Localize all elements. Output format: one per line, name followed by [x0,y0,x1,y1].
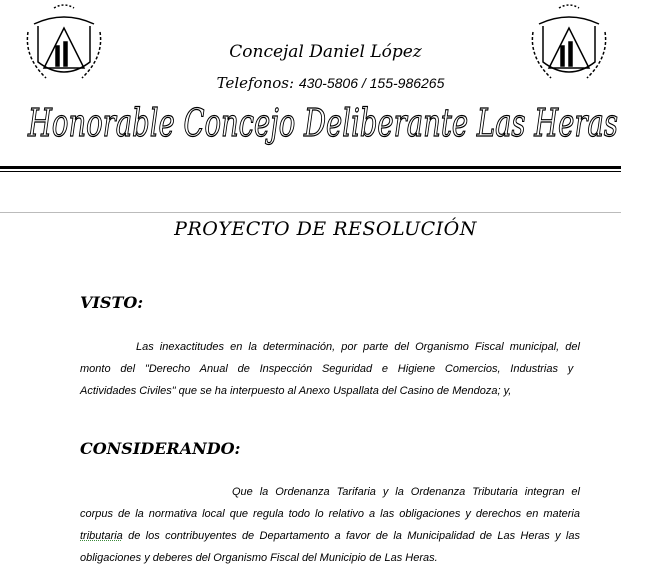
institution-name: Honorable Concejo Deliberante Las Heras [28,101,618,145]
document-title: PROYECTO DE RESOLUCIÓN [174,218,477,240]
visto-line-2: monto del "Derecho Anual de Inspección Seguridad e Higiene Comercios, Industrias y [80,363,574,375]
header-divider [0,166,621,169]
concejal-name: Concejal Daniel López [229,42,422,62]
page-divider [0,212,621,213]
considerando-line-4: obligaciones y deberes del Organismo Fiscal del Municipio de Las Heras. [80,552,438,564]
visto-heading: VISTO: [80,293,144,312]
phone-line [0,74,651,92]
considerando-heading: CONSIDERANDO: [80,439,241,458]
phone-numbers: 430-5806 / 155-986265 [298,75,445,91]
visto-line-3: Actividades Civiles" que se ha interpuesto al Anexo Uspallata del Casino de Mendoza; y, [80,385,512,397]
considerando-line-3 [80,529,580,543]
header-divider-thin [0,171,621,172]
spellcheck-word: tributaria [80,530,123,542]
considerando-line-3-rest: de los contribuyentes de Departamento a favor de la Municipalidad de Las Heras y las [122,530,580,542]
considerando-line-2: corpus de la normativa local que regula todo lo relativo a las obligaciones y derechos en materia [80,508,580,520]
phone-label: Telefonos: [216,74,295,92]
considerando-line-1: Que la Ordenanza Tarifaria y la Ordenanza Tributaria integran el [232,486,580,498]
visto-line-1: Las inexactitudes en la determinación, por parte del Organismo Fiscal municipal, del [136,341,580,353]
